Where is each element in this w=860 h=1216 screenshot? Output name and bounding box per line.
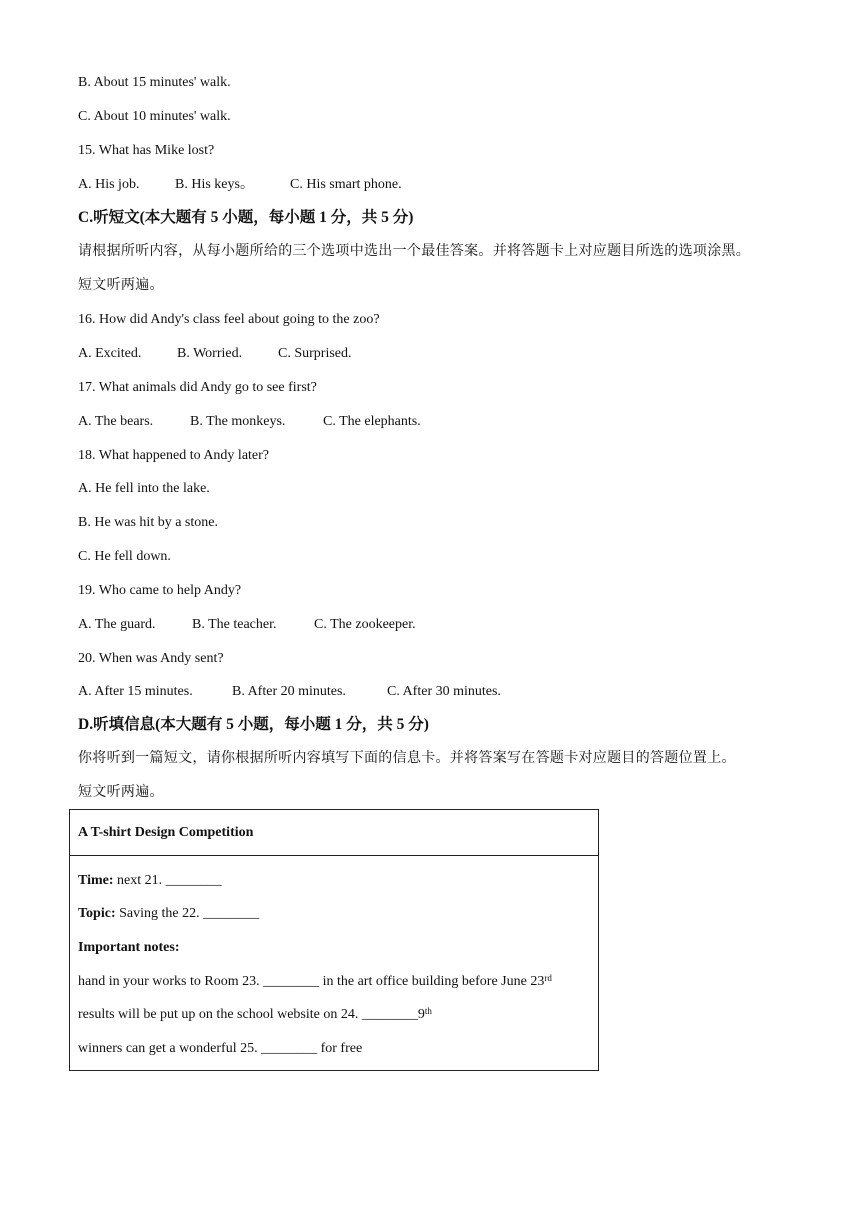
section-c-instructions: 请根据所听内容，从每小题所给的三个选项中选出一个最佳答案。并将答题卡上对应题目所选的选项涂黑。 [78, 244, 751, 259]
q14-option-c: C. About 10 minutes' walk. [78, 109, 231, 124]
q17-option-b: B. The monkeys. [190, 414, 286, 429]
time-value: next 21. ________ [113, 873, 222, 888]
q18-option-c: C. He fell down. [78, 549, 171, 564]
info-card-title: A T-shirt Design Competition [78, 825, 254, 840]
q17-question: 17. What animals did Andy go to see first? [78, 380, 317, 395]
notes-label: Important notes: [78, 940, 180, 955]
time-label: Time: [78, 873, 114, 888]
q15-option-a: A. His job. [78, 177, 140, 192]
q18-option-b: B. He was hit by a stone. [78, 515, 218, 530]
section-d-times: 短文听两遍。 [78, 785, 164, 800]
info-card-note-3 [78, 1040, 362, 1058]
q18-question: 18. What happened to Andy later? [78, 448, 270, 463]
info-card-notes-label [78, 939, 180, 957]
note-1-sup: rd [544, 973, 552, 983]
q20-option-a: A. After 15 minutes. [78, 684, 193, 699]
section-c-title: C.听短文(本大题有 5 小题，每小题 1 分，共 5 分) [78, 209, 414, 226]
q16-options [78, 345, 352, 363]
q16-option-b: B. Worried. [177, 346, 243, 361]
q20-question: 20. When was Andy sent? [78, 651, 224, 666]
q15-option-c: C. His smart phone. [290, 177, 402, 192]
section-d-instructions: 你将听到一篇短文，请你根据所听内容填写下面的信息卡。并将答案写在答题卡对应题目的答题位置上。 [78, 751, 736, 766]
note-1-text: hand in your works to Room 23. ________ in the art office building before June 23 [78, 974, 545, 989]
topic-value: Saving the 22. ________ [115, 906, 260, 921]
q20-option-b: B. After 20 minutes. [232, 684, 346, 699]
q17-options [78, 413, 421, 431]
q20-options [78, 683, 501, 701]
q16-question: 16. How did Andy's class feel about going to the zoo? [78, 312, 380, 327]
section-c-times: 短文听两遍。 [78, 278, 164, 293]
info-card-note-2 [78, 1006, 432, 1024]
q16-option-a: A. Excited. [78, 346, 142, 361]
q14-option-b: B. About 15 minutes' walk. [78, 75, 231, 90]
note-3-text: winners can get a wonderful 25. ________ for free [78, 1041, 363, 1056]
note-2-text: results will be put up on the school website on 24. ________9 [78, 1007, 425, 1022]
q19-option-b: B. The teacher. [192, 617, 277, 632]
q19-question: 19. Who came to help Andy? [78, 583, 242, 598]
q15-options [78, 176, 402, 194]
q16-option-c: C. Surprised. [278, 346, 352, 361]
q19-options [78, 616, 416, 634]
note-2-sup: th [424, 1006, 432, 1016]
q17-option-c: C. The elephants. [323, 414, 421, 429]
topic-label: Topic: [78, 906, 116, 921]
q19-option-a: A. The guard. [78, 617, 156, 632]
info-card-topic [78, 905, 259, 923]
info-card-note-1 [78, 973, 552, 991]
info-card [69, 809, 599, 1071]
q18-option-a: A. He fell into the lake. [78, 481, 210, 496]
q15-question: 15. What has Mike lost? [78, 143, 215, 158]
section-d-title: D.听填信息(本大题有 5 小题，每小题 1 分，共 5 分) [78, 716, 429, 733]
q20-option-c: C. After 30 minutes. [387, 684, 501, 699]
q15-option-b: B. His keys。 [175, 177, 254, 192]
q17-option-a: A. The bears. [78, 414, 154, 429]
info-card-header [70, 810, 598, 856]
info-card-time [78, 872, 222, 890]
q19-option-c: C. The zookeeper. [314, 617, 416, 632]
